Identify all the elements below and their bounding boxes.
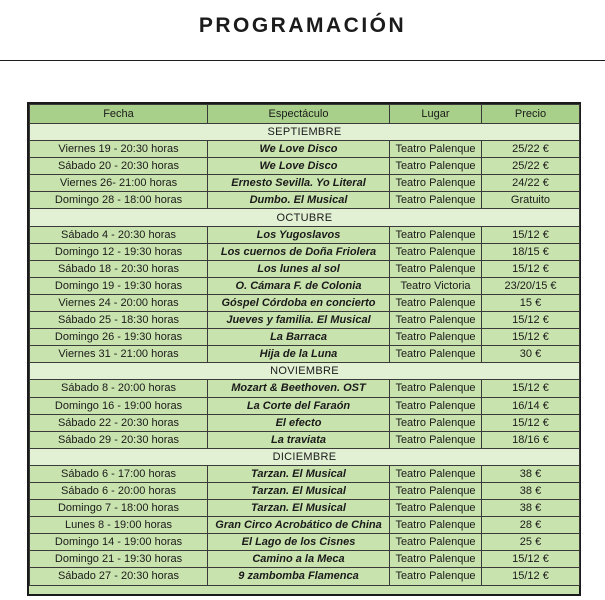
cell-lugar: Teatro Palenque xyxy=(390,175,482,192)
table-row xyxy=(30,141,580,158)
cell-espectaculo: La Barraca xyxy=(208,329,390,346)
cell-fecha: Viernes 19 - 20:30 horas xyxy=(30,141,208,158)
cell-precio: 25/22 € xyxy=(482,141,580,158)
month-label: NOVIEMBRE xyxy=(30,363,580,380)
cell-fecha: Domingo 21 - 19:30 horas xyxy=(30,551,208,568)
table-row xyxy=(30,534,580,551)
cell-fecha: Domingo 26 - 19:30 horas xyxy=(30,329,208,346)
cell-lugar: Teatro Palenque xyxy=(390,141,482,158)
cell-precio: 15/12 € xyxy=(482,414,580,431)
month-row xyxy=(30,448,580,465)
schedule-table xyxy=(29,104,580,586)
cell-precio: 15/12 € xyxy=(482,380,580,397)
cell-lugar: Teatro Palenque xyxy=(390,465,482,482)
cell-precio: 15/12 € xyxy=(482,551,580,568)
cell-precio: 38 € xyxy=(482,500,580,517)
cell-espectaculo: La Corte del Faraón xyxy=(208,397,390,414)
cell-precio: Gratuito xyxy=(482,192,580,209)
table-row xyxy=(30,500,580,517)
cell-espectaculo: Tarzan. El Musical xyxy=(208,482,390,499)
table-row xyxy=(30,551,580,568)
cell-fecha: Domingo 12 - 19:30 horas xyxy=(30,243,208,260)
table-row xyxy=(30,346,580,363)
table-row xyxy=(30,397,580,414)
cell-lugar: Teatro Palenque xyxy=(390,551,482,568)
table-row xyxy=(30,243,580,260)
cell-fecha: Domingo 16 - 19:00 horas xyxy=(30,397,208,414)
cell-lugar: Teatro Palenque xyxy=(390,329,482,346)
cell-lugar: Teatro Palenque xyxy=(390,294,482,311)
table-row xyxy=(30,312,580,329)
cell-lugar: Teatro Palenque xyxy=(390,192,482,209)
cell-lugar: Teatro Palenque xyxy=(390,431,482,448)
cell-precio: 15/12 € xyxy=(482,226,580,243)
cell-lugar: Teatro Palenque xyxy=(390,568,482,585)
cell-lugar: Teatro Palenque xyxy=(390,158,482,175)
cell-precio: 15/12 € xyxy=(482,312,580,329)
cell-espectaculo: Jueves y familia. El Musical xyxy=(208,312,390,329)
cell-precio: 38 € xyxy=(482,465,580,482)
cell-precio: 15/12 € xyxy=(482,260,580,277)
cell-espectaculo: Los Yugoslavos xyxy=(208,226,390,243)
cell-fecha: Sábado 18 - 20:30 horas xyxy=(30,260,208,277)
cell-espectaculo: Hija de la Luna xyxy=(208,346,390,363)
cell-precio: 15 € xyxy=(482,294,580,311)
table-row xyxy=(30,226,580,243)
table-row xyxy=(30,294,580,311)
cell-precio: 25 € xyxy=(482,534,580,551)
header-espectaculo: Espectáculo xyxy=(208,105,390,124)
table-body xyxy=(30,124,580,586)
month-row xyxy=(30,363,580,380)
table-row xyxy=(30,482,580,499)
cell-lugar: Teatro Palenque xyxy=(390,226,482,243)
cell-precio: 38 € xyxy=(482,482,580,499)
cell-espectaculo: Dumbo. El Musical xyxy=(208,192,390,209)
cell-precio: 18/16 € xyxy=(482,431,580,448)
month-row xyxy=(30,209,580,226)
cell-espectaculo: Góspel Córdoba en concierto xyxy=(208,294,390,311)
table-row xyxy=(30,158,580,175)
cell-espectaculo: Mozart & Beethoven. OST xyxy=(208,380,390,397)
cell-fecha: Sábado 25 - 18:30 horas xyxy=(30,312,208,329)
cell-espectaculo: El efecto xyxy=(208,414,390,431)
table-row xyxy=(30,380,580,397)
cell-fecha: Domingo 28 - 18:00 horas xyxy=(30,192,208,209)
cell-espectaculo: Tarzan. El Musical xyxy=(208,500,390,517)
table-row xyxy=(30,431,580,448)
cell-precio: 15/12 € xyxy=(482,329,580,346)
cell-precio: 18/15 € xyxy=(482,243,580,260)
cell-fecha: Viernes 26- 21:00 horas xyxy=(30,175,208,192)
cell-lugar: Teatro Palenque xyxy=(390,414,482,431)
table-row xyxy=(30,192,580,209)
cell-espectaculo: Los cuernos de Doña Friolera xyxy=(208,243,390,260)
cell-fecha: Sábado 22 - 20:30 horas xyxy=(30,414,208,431)
cell-precio: 16/14 € xyxy=(482,397,580,414)
cell-fecha: Viernes 31 - 21:00 horas xyxy=(30,346,208,363)
cell-fecha: Domingo 19 - 19:30 horas xyxy=(30,277,208,294)
month-row xyxy=(30,124,580,141)
cell-lugar: Teatro Palenque xyxy=(390,500,482,517)
cell-espectaculo: Ernesto Sevilla. Yo Literal xyxy=(208,175,390,192)
header-precio: Precio xyxy=(482,105,580,124)
cell-fecha: Domingo 7 - 18:00 horas xyxy=(30,500,208,517)
page-title: PROGRAMACIÓN xyxy=(198,14,407,37)
cell-lugar: Teatro Victoria xyxy=(390,277,482,294)
table-row xyxy=(30,517,580,534)
cell-espectaculo: We Love Disco xyxy=(208,141,390,158)
cell-espectaculo: We Love Disco xyxy=(208,158,390,175)
cell-lugar: Teatro Palenque xyxy=(390,380,482,397)
table-row xyxy=(30,277,580,294)
cell-lugar: Teatro Palenque xyxy=(390,397,482,414)
cell-lugar: Teatro Palenque xyxy=(390,243,482,260)
month-label: DICIEMBRE xyxy=(30,448,580,465)
cell-espectaculo: La traviata xyxy=(208,431,390,448)
cell-lugar: Teatro Palenque xyxy=(390,482,482,499)
schedule-table-container xyxy=(27,102,581,596)
header-lugar: Lugar xyxy=(390,105,482,124)
cell-espectaculo: O. Cámara F. de Colonia xyxy=(208,277,390,294)
cell-fecha: Lunes 8 - 19:00 horas xyxy=(30,517,208,534)
cell-precio: 15/12 € xyxy=(482,568,580,585)
cell-fecha: Sábado 4 - 20:30 horas xyxy=(30,226,208,243)
header-fecha: Fecha xyxy=(30,105,208,124)
cell-fecha: Sábado 27 - 20:30 horas xyxy=(30,568,208,585)
table-row xyxy=(30,260,580,277)
cell-precio: 24/22 € xyxy=(482,175,580,192)
cell-fecha: Sábado 6 - 17:00 horas xyxy=(30,465,208,482)
cell-fecha: Sábado 8 - 20:00 horas xyxy=(30,380,208,397)
cell-espectaculo: Tarzan. El Musical xyxy=(208,465,390,482)
cell-fecha: Sábado 6 - 20:00 horas xyxy=(30,482,208,499)
cell-fecha: Sábado 29 - 20:30 horas xyxy=(30,431,208,448)
table-row xyxy=(30,465,580,482)
cell-fecha: Domingo 14 - 19:00 horas xyxy=(30,534,208,551)
cell-espectaculo: Gran Circo Acrobático de China xyxy=(208,517,390,534)
table-row xyxy=(30,175,580,192)
month-label: OCTUBRE xyxy=(30,209,580,226)
cell-espectaculo: Camino a la Meca xyxy=(208,551,390,568)
cell-lugar: Teatro Palenque xyxy=(390,534,482,551)
month-label: SEPTIEMBRE xyxy=(30,124,580,141)
table-row xyxy=(30,568,580,585)
table-row xyxy=(30,414,580,431)
cell-lugar: Teatro Palenque xyxy=(390,312,482,329)
cell-precio: 28 € xyxy=(482,517,580,534)
cell-espectaculo: Los lunes al sol xyxy=(208,260,390,277)
cell-espectaculo: 9 zambomba Flamenca xyxy=(208,568,390,585)
cell-fecha: Sábado 20 - 20:30 horas xyxy=(30,158,208,175)
cell-lugar: Teatro Palenque xyxy=(390,517,482,534)
table-row xyxy=(30,329,580,346)
cell-precio: 25/22 € xyxy=(482,158,580,175)
cell-lugar: Teatro Palenque xyxy=(390,260,482,277)
table-header-row xyxy=(30,105,580,124)
cell-precio: 23/20/15 € xyxy=(482,277,580,294)
cell-espectaculo: El Lago de los Cisnes xyxy=(208,534,390,551)
title-divider xyxy=(0,60,605,61)
cell-precio: 30 € xyxy=(482,346,580,363)
cell-lugar: Teatro Palenque xyxy=(390,346,482,363)
cell-fecha: Viernes 24 - 20:00 horas xyxy=(30,294,208,311)
